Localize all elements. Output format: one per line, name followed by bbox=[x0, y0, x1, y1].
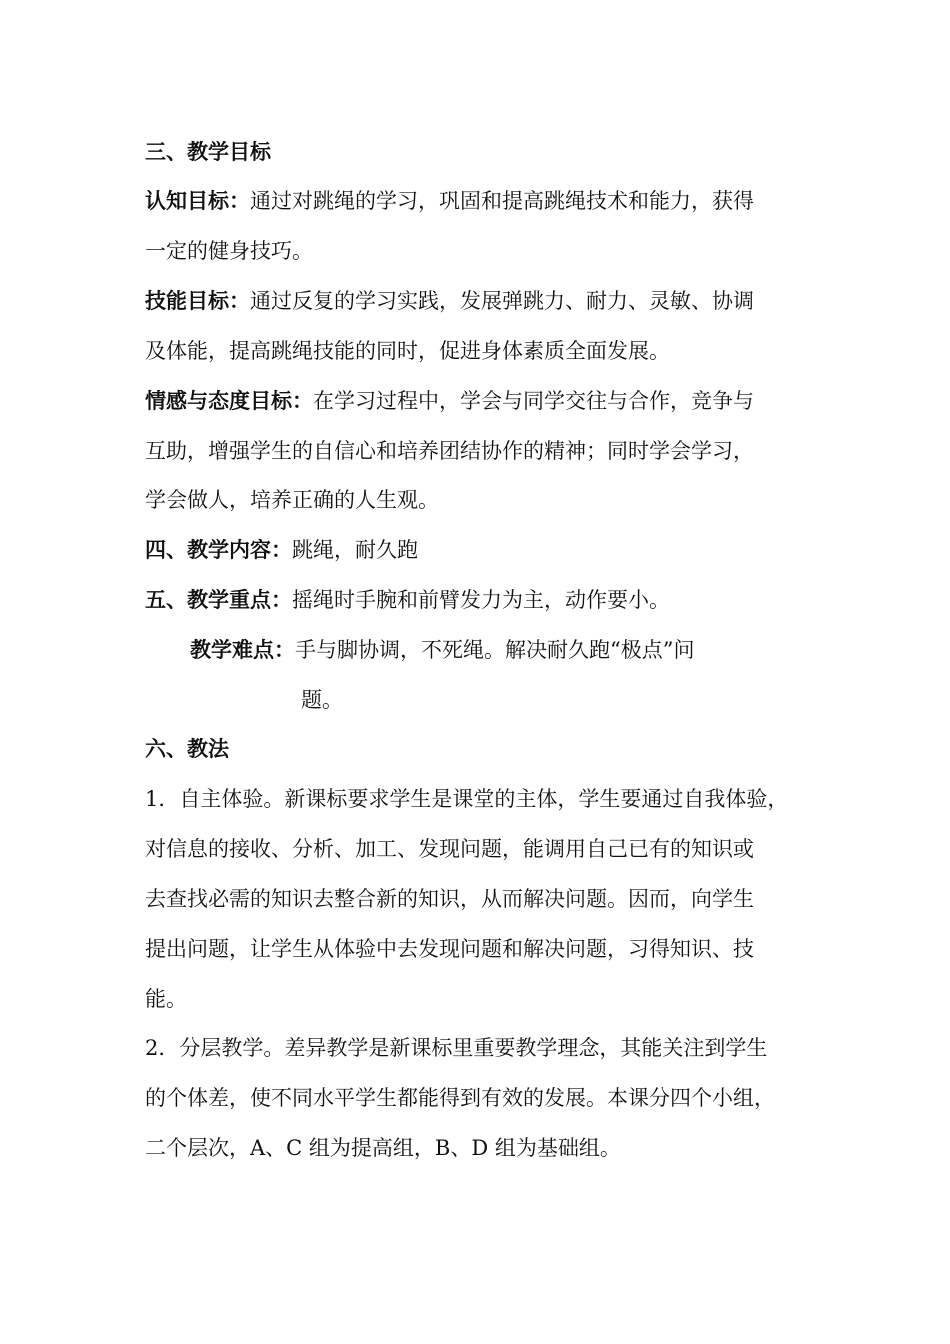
method-1-line-3: 去查找必需的知识去整合新的知识，从而解决问题。因而，向学生 bbox=[145, 887, 754, 911]
difficulty-text-1: 手与脚协调，不死绳。解决耐久跑“极点”问 bbox=[295, 638, 695, 662]
section-6-heading: 六、教法 bbox=[145, 736, 229, 761]
method-2-line-1: 2．分层教学。差异教学是新课标里重要教学理念，其能关注到学生 bbox=[145, 1036, 768, 1060]
skill-goal-label: 技能目标： bbox=[145, 288, 250, 313]
method-2-line-2: 的个体差，使不同水平学生都能得到有效的发展。本课分四个小组， bbox=[145, 1086, 775, 1110]
section-3-heading: 三、教学目标 bbox=[145, 139, 271, 164]
cognitive-goal-line-1 bbox=[145, 186, 754, 216]
section-4-content bbox=[145, 535, 418, 565]
method-2-line-3: 二个层次，A、C 组为提高组，B、D 组为基础组。 bbox=[145, 1136, 621, 1160]
skill-goal-line-1 bbox=[145, 286, 754, 316]
emotion-goal-text-2: 互助，增强学生的自信心和培养团结协作的精神；同时学会学习， bbox=[145, 439, 754, 463]
difficulty-label: 教学难点： bbox=[190, 637, 295, 662]
method-1-line-4: 提出问题，让学生从体验中去发现问题和解决问题，习得知识、技 bbox=[145, 937, 754, 961]
cognitive-goal-text-1: 通过对跳绳的学习，巩固和提高跳绳技术和能力，获得 bbox=[250, 189, 754, 213]
section-5-keypoint bbox=[145, 585, 670, 615]
emotion-goal-label: 情感与态度目标： bbox=[145, 388, 313, 413]
emotion-goal-line-1 bbox=[145, 386, 754, 416]
method-1-line-5: 能。 bbox=[145, 987, 187, 1011]
section-4-label: 四、教学内容： bbox=[145, 537, 292, 562]
cognitive-goal-text-2: 一定的健身技巧。 bbox=[145, 239, 313, 263]
section-4-text: 跳绳，耐久跑 bbox=[292, 538, 418, 562]
difficulty-line-1 bbox=[190, 635, 694, 665]
cognitive-goal-label: 认知目标： bbox=[145, 188, 250, 213]
section-5-text: 摇绳时手腕和前臂发力为主，动作要小。 bbox=[292, 588, 670, 612]
skill-goal-text-2: 及体能，提高跳绳技能的同时，促进身体素质全面发展。 bbox=[145, 339, 670, 363]
skill-goal-text-1: 通过反复的学习实践，发展弹跳力、耐力、灵敏、协调 bbox=[250, 289, 754, 313]
section-5-label: 五、教学重点： bbox=[145, 587, 292, 612]
emotion-goal-text-3: 学会做人，培养正确的人生观。 bbox=[145, 488, 439, 512]
method-1-line-2: 对信息的接收、分析、加工、发现问题，能调用自己已有的知识或 bbox=[145, 837, 754, 861]
method-1-line-1: 1．自主体验。新课标要求学生是课堂的主体，学生要通过自我体验， bbox=[145, 787, 789, 811]
difficulty-text-2: 题。 bbox=[301, 688, 343, 712]
emotion-goal-text-1: 在学习过程中，学会与同学交往与合作，竞争与 bbox=[313, 389, 754, 413]
